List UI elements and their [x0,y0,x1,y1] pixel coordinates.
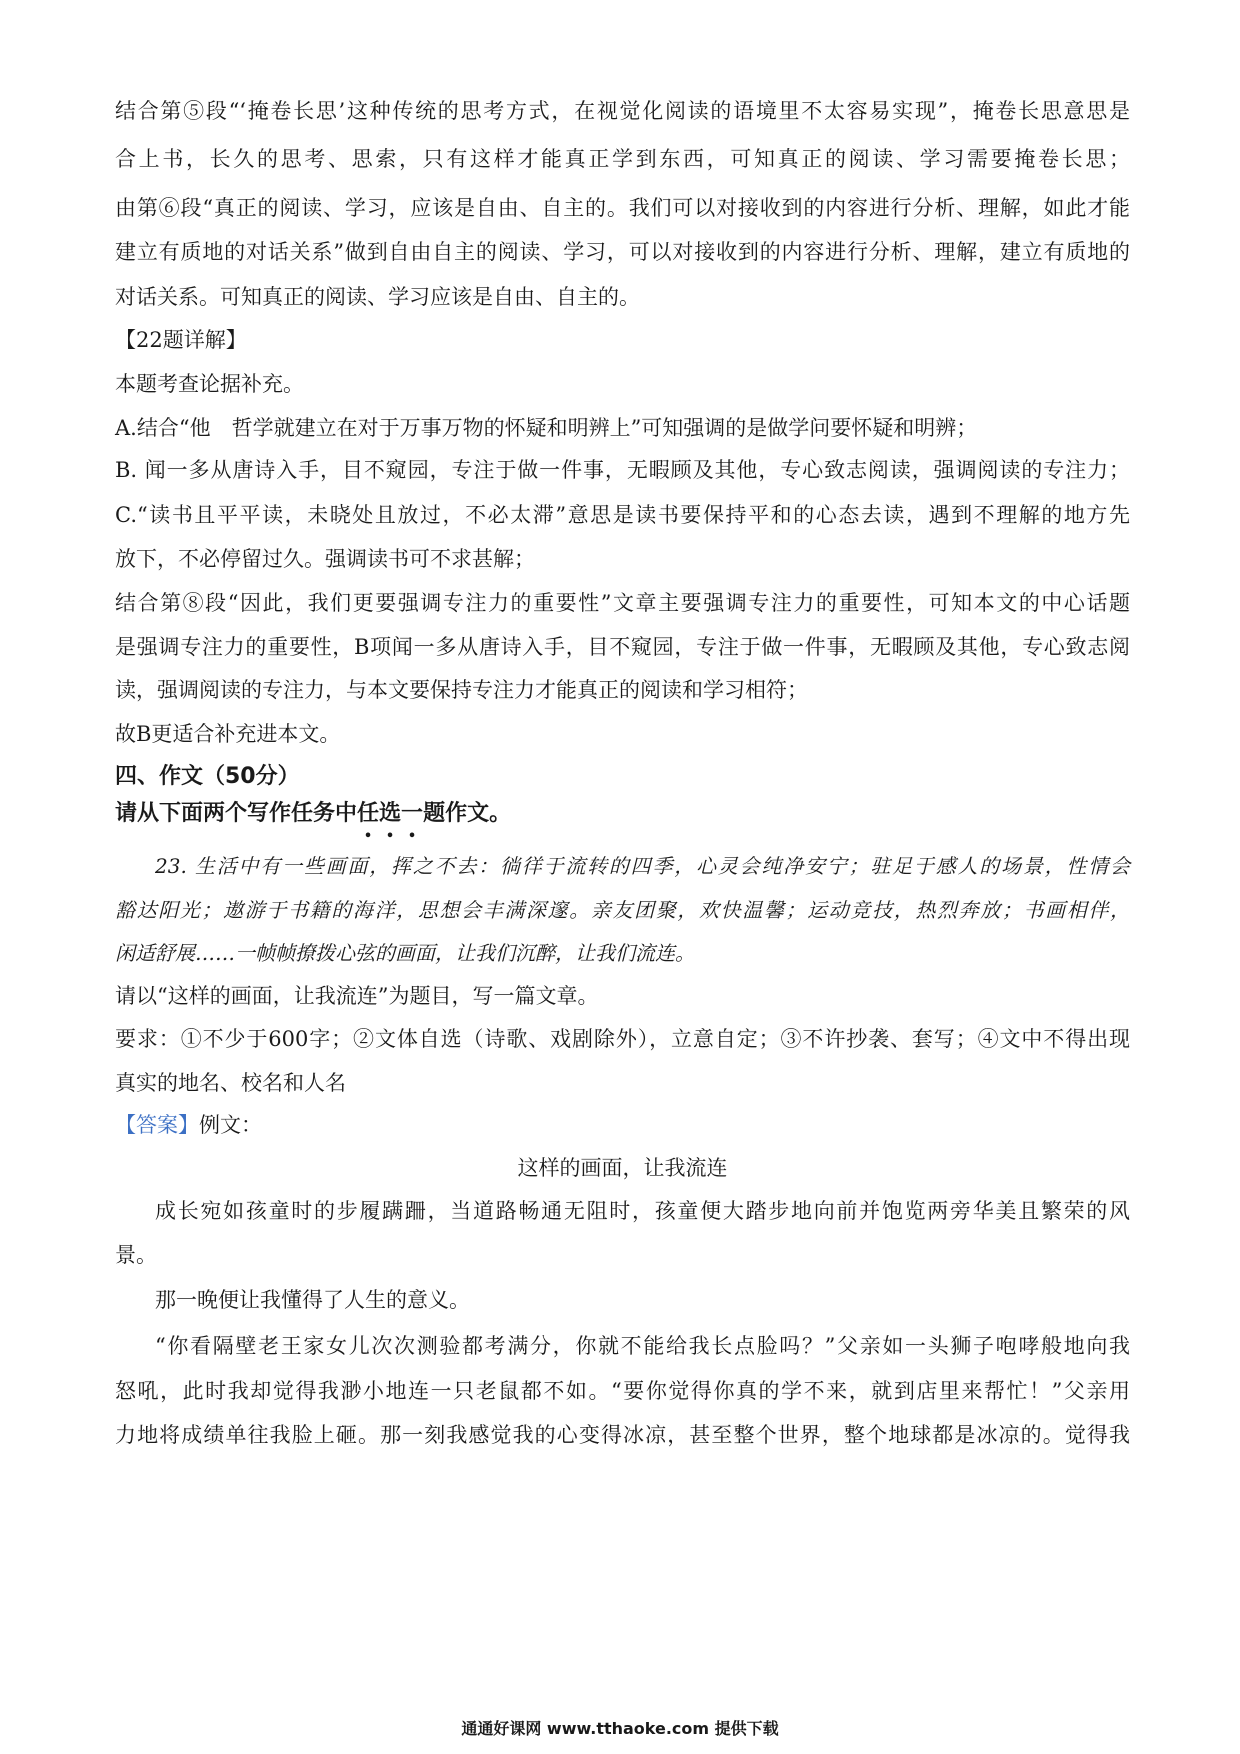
emphasis-char: 选 [379,801,402,826]
section-heading: 四、作文（50分） [115,764,300,789]
option-c-line: 放下，不必停留过久。强调读书可不求甚解； [115,547,535,571]
answer-line: 【答案】例文： [115,1113,262,1137]
essay-line: “你看隔壁老王家女儿次次测验都考满分，你就不能给我长点脸吗？”父亲如一头狮子咆哮般地向我 [155,1334,1130,1358]
analysis-line: 结合第⑤段“‘掩卷长思’这种传统的思考方式，在视觉化阅读的语境里不太容易实现”，掩卷长思意思是 [115,99,1130,123]
analysis-line: 读，强调阅读的专注力，与本文要保持专注力才能真正的阅读和学习相符； [115,678,808,702]
prompt-line: 23. 生活中有一些画面，挥之不去：徜徉于流转的四季，心灵会纯净安宁；驻足于感人的场景，性情会 [155,854,1130,878]
task-line: 请以“这样的画面，让我流连”为题目，写一篇文章。 [115,984,599,1008]
option-a-line: A.结合“他 哲学就建立在对于万事万物的怀疑和明辨上”可知强调的是做学问要怀疑和明辨； [115,416,978,440]
emphasis-char: 一 [401,801,424,826]
question-22-heading: 【22题详解】 [115,328,247,352]
essay-line: 成长宛如孩童时的步履蹒跚，当道路畅通无阻时，孩童便大踏步地向前并饱览两旁华美且繁荣的风 [155,1199,1130,1223]
analysis-line: 由第⑥段“真正的阅读、学习，应该是自由、自主的。我们可以对接收到的内容进行分析、理解，如此才能 [115,196,1130,220]
analysis-line: 对话关系。可知真正的阅读、学习应该是自由、自主的。 [115,285,640,309]
essay-line: 景。 [115,1243,157,1267]
answer-tag: 【答案】 [115,1113,199,1137]
analysis-line: 结合第⑧段“因此，我们更要强调专注力的重要性”文章主要强调专注力的重要性，可知本文的中心话题 [115,591,1130,615]
analysis-line: 建立有质地的对话关系”做到自由自主的阅读、学习，可以对接收到的内容进行分析、理解，建立有质地的 [115,240,1130,264]
requirements-line: 要求：①不少于600字；②文体自选（诗歌、戏剧除外），立意自定；③不许抄袭、套写；④文中不得出现 [115,1027,1130,1051]
essay-line: 怒吼，此时我却觉得我渺小地连一只老鼠都不如。“要你觉得你真的学不来，就到店里来帮忙！”父亲用 [115,1379,1130,1403]
emphasis-char: 任 [357,801,380,826]
prompt-line: 豁达阳光；遨游于书籍的海洋，思想会丰满深邃。亲友团聚，欢快温馨；运动竞技，热烈奔放；书画相伴， [115,898,1130,922]
essay-line: 那一晚便让我懂得了人生的意义。 [155,1288,470,1312]
analysis-conclusion: 故B更适合补充进本文。 [115,722,341,746]
essay-title: 这样的画面，让我流连 [517,1156,728,1180]
analysis-line: 本题考查论据补充。 [115,372,304,396]
requirements-line: 真实的地名、校名和人名 [115,1071,346,1095]
footer-watermark: 通通好课网 www.tthaoke.com 提供下载 [461,1719,779,1738]
essay-line: 力地将成绩单往我脸上砸。那一刻我感觉我的心变得冰凉，甚至整个世界，整个地球都是冰凉的。觉得我 [115,1423,1130,1447]
writing-instruction: 请从下面两个写作任务中任选一题作文。 [115,801,512,826]
option-c-line: C.“读书且平平读，未晓处且放过，不必太滞”意思是读书要保持平和的心态去读，遇到不理解的地方先 [115,503,1130,527]
option-b-line: B. 闻一多从唐诗入手，目不窥园，专注于做一件事，无暇顾及其他，专心致志阅读，强调阅读的专注力； [115,458,1130,482]
prompt-line: 闲适舒展……一帧帧撩拨心弦的画面，让我们沉醉，让我们流连。 [115,941,695,965]
analysis-line: 合上书，长久的思考、思索，只有这样才能真正学到东西，可知真正的阅读、学习需要掩卷长思； [115,147,1130,171]
analysis-line: 是强调专注力的重要性，B项闻一多从唐诗入手，目不窥园，专注于做一件事，无暇顾及其他，专心致志阅 [115,635,1130,659]
